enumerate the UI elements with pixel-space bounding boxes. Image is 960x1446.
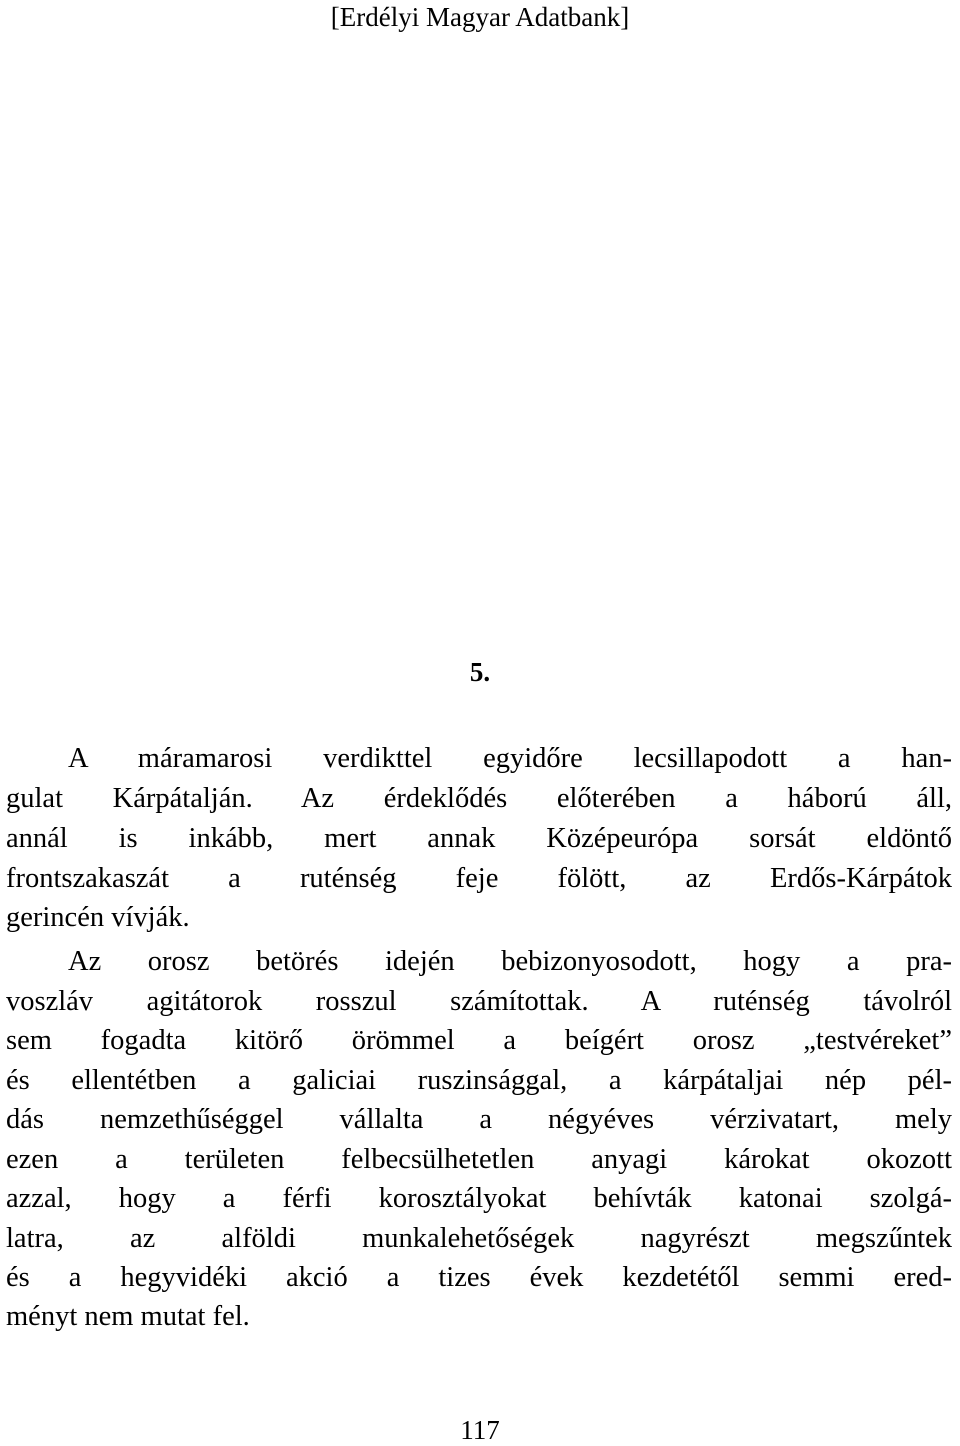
paragraph-line: gulat Kárpátalján. Az érdeklődés előterében a háború áll, [6, 783, 952, 814]
paragraph-line: voszláv agitátorok rosszul számítottak. A ruténség távolról [6, 986, 952, 1017]
paragraph-line: és ellentétben a galiciai ruszinsággal, a kárpátaljai nép pél- [6, 1065, 952, 1096]
paragraph-line: azzal, hogy a férfi korosztályokat behívták katonai szolgá- [6, 1183, 952, 1214]
paragraph-line: frontszakaszát a ruténség feje fölött, az Erdős-Kárpátok [6, 863, 952, 894]
paragraph-line: dás nemzethűséggel vállalta a négyéves vérzivatart, mely [6, 1104, 952, 1135]
paragraph-line: sem fogadta kitörő örömmel a beígért orosz „testvéreket” [6, 1025, 952, 1056]
paragraph-line: és a hegyvidéki akció a tizes évek kezdetétől semmi ered- [6, 1262, 952, 1293]
paragraph-line: ezen a területen felbecsülhetetlen anyagi károkat okozott [6, 1144, 952, 1175]
page-number: 117 [460, 1415, 500, 1445]
paragraph-line: ményt nem mutat fel. [6, 1301, 250, 1332]
paragraph-line: latra, az alföldi munkalehetőségek nagyrészt megszűntek [6, 1223, 952, 1254]
page-header: [Erdélyi Magyar Adatbank] [330, 2, 630, 32]
paragraph-line: A máramarosi verdikttel egyidőre lecsillapodott a han- [68, 743, 952, 774]
paragraph-line: Az orosz betörés idején bebizonyosodott, hogy a pra- [68, 946, 952, 977]
paragraph-line: gerincén vívják. [6, 902, 190, 933]
chapter-number: 5. [469, 657, 491, 687]
paragraph-line: annál is inkább, mert annak Középeurópa sorsát eldöntő [6, 823, 952, 854]
